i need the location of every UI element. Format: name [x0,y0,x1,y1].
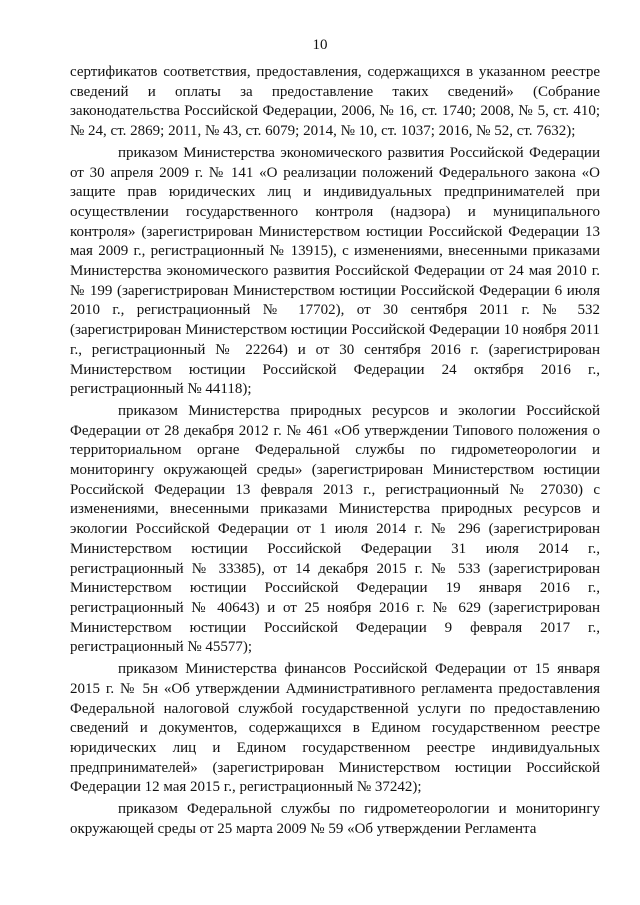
paragraph-order-hydrometeorology: приказом Федеральной службы по гидрометеорологии и мониторингу окружающей среды от 25 марта 2009 № 59 «Об утверждении Регламента [70,801,600,837]
paragraph-continuation: сертификатов соответствия, предоставления, содержащихся в указанном реестре сведений и оплаты за предоставление таких сведений» (Собрание законодательства Российской Федерации, 2006, № 16, ст. 1740; 2008, № 5, ст. 410; № 24, ст. 2869; 2011, № 43, ст. 6079; 2014, № 10, ст. 1037; 2016, № 52, ст. 7632); [70,64,600,140]
document-body [70,63,600,839]
paragraph-order-economic-development: приказом Министерства экономического развития Российской Федерации от 30 апреля 2009 г. № 141 «О реализации положений Федерального закона «О защите прав юридических лиц и индивидуальных предпринимателей при осуществлении государственного контроля (надзора) и муниципального контроля» (зарегистрирован Министерством юстиции Российской Федерации 13 мая 2009 г., регистрационный № 13915), с изменениями, внесенными приказами Министерства экономического развития Российской Федерации от 24 мая 2010 г. № 199 (зарегистрирован Министерством юстиции Российской Федерации 6 июля 2010 г., регистрационный № 17702), от 30 сентября 2011 г. № 532 (зарегистрирован Министерством юстиции Российской Федерации 10 ноября 2011 г., регистрационный № 22264) и от 30 сентября 2016 г. (зарегистрирован Министерством юстиции Российской Федерации 24 октября 2016 г., регистрационный № 44118); [70,144,600,398]
paragraph-order-natural-resources: приказом Министерства природных ресурсов и экологии Российской Федерации от 28 декабря 2012 г. № 461 «Об утверждении Типового положения о территориальном органе Федеральной службы по гидрометеорологии и мониторингу окружающей среды» (зарегистрирован Министерством юстиции Российской Федерации 13 февраля 2013 г., регистрационный № 27030) с изменениями, внесенными приказами Министерства природных ресурсов и экологии Российской Федерации от 1 июля 2014 г. № 296 (зарегистрирован Министерством юстиции Российской Федерации 31 июля 2014 г., регистрационный № 33385), от 14 декабря 2015 г. № 533 (зарегистрирован Министерством юстиции Российской Федерации 19 января 2016 г., регистрационный № 40643) и от 25 ноября 2016 г. № 629 (зарегистрирован Министерством юстиции Российской Федерации 9 февраля 2017 г., регистрационный № 45577); [70,402,600,656]
page-number: 10 [312,37,328,53]
paragraph-order-finance: приказом Министерства финансов Российской Федерации от 15 января 2015 г. № 5н «Об утверждении Административного регламента предоставления Федеральной налоговой службой государственной услуги по предоставлению сведений и документов, содержащихся в Едином государственном реестре юридических лиц и Едином государственном реестре индивидуальных предпринимателей» (зарегистрирован Министерством юстиции Российской Федерации 12 мая 2015 г., регистрационный № 37242); [70,661,600,796]
